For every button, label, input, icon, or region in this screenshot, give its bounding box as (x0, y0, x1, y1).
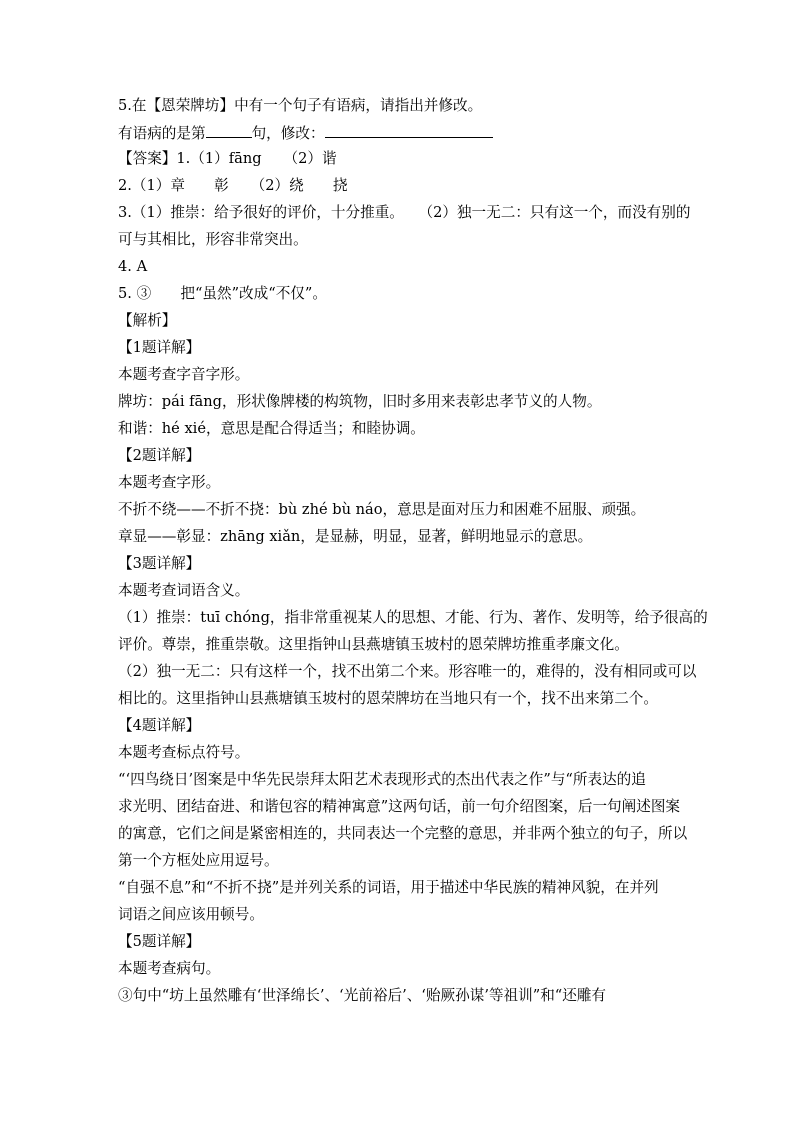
q4-intro: 本题考查标点符号。 (118, 744, 250, 761)
q2-header: 【2题详解】 (118, 447, 201, 464)
q1-header: 【1题详解】 (118, 339, 201, 356)
q5-intro: 本题考查病句。 (118, 960, 221, 977)
answer-fill-line (118, 122, 678, 144)
fill-prefix: 有语病的是第 (118, 125, 206, 142)
q4-para-1-cont-2: 的寓意，它们之间是紧密相连的，共同表达一个完整的意思，并非两个独立的句子，所以 (118, 825, 688, 842)
q3-item-2: （2）独一无二：只有这样一个，找不出第二个来。形容唯一的，难得的，没有相同或可以 (118, 663, 697, 680)
q3-item-1: （1）推崇：tuī chóng，指非常重视某人的思想、才能、行为、著作、发明等，给予很高的 (118, 609, 708, 626)
sentence-number-blank[interactable] (206, 122, 252, 138)
analysis-header: 【解析】 (118, 312, 177, 329)
q1-item-1: 牌坊：pái fāng，形状像牌楼的构筑物，旧时多用来表彰忠孝节义的人物。 (118, 393, 602, 410)
answer-3-cont: 可与其相比，形容非常突出。 (118, 231, 308, 248)
answer-4: 4. A (118, 258, 148, 275)
q3-header: 【3题详解】 (118, 555, 201, 572)
q4-header: 【4题详解】 (118, 717, 201, 734)
q4-para-2-cont: 词语之间应该用顿号。 (118, 906, 264, 923)
answer-5: 5. ③ 把“虽然”改成“不仅”。 (118, 285, 327, 302)
q4-para-1: “‘四鸟绕日’图案是中华先民崇拜太阳艺术表现形式的杰出代表之作”与“所表达的追 (118, 771, 646, 788)
q2-item-1: 不折不绕——不折不挠：bù zhé bù náo，意思是面对压力和困难不屈服、顽强。 (118, 501, 646, 518)
revision-blank[interactable] (325, 122, 493, 138)
q4-para-2: “自强不息”和“不折不挠”是并列关系的词语，用于描述中华民族的精神风貌，在并列 (118, 879, 659, 896)
q3-item-2-cont: 相比的。这里指钟山县燕塘镇玉坡村的恩荣牌坊在当地只有一个，找不出来第二个。 (118, 690, 658, 707)
q2-item-2: 章显——彰显：zhāng xiǎn，是显赫，明显，显著，鲜明地显示的意思。 (118, 528, 593, 545)
answer-header: 【答案】1.（1）fāng （2）谐 (118, 150, 337, 167)
q2-intro: 本题考查字形。 (118, 474, 221, 491)
q3-intro: 本题考查词语含义。 (118, 582, 250, 599)
q1-intro: 本题考查字音字形。 (118, 366, 250, 383)
question-5: 5.在【恩荣牌坊】中有一个句子有语病，请指出并修改。 (118, 97, 483, 114)
answer-3: 3.（1）推崇：给予很好的评价，十分推重。 （2）独一无二：只有这一个，而没有别的 (118, 204, 691, 221)
q4-para-1-cont-3: 第一个方框处应用逗号。 (118, 852, 279, 869)
answer-2: 2.（1）章 彰 （2）绕 挠 (118, 177, 348, 194)
q5-para-1: ③句中“坊上虽然雕有‘世泽绵长’、‘光前裕后’、‘贻厥孙谋’等祖训”和“还雕有 (118, 987, 607, 1004)
q5-header: 【5题详解】 (118, 933, 201, 950)
q3-item-1-cont: 评价。尊崇，推重崇敬。这里指钟山县燕塘镇玉坡村的恩荣牌坊推重孝廉文化。 (118, 636, 629, 653)
q4-para-1-cont-1: 求光明、团结奋进、和谐包容的精神寓意”这两句话，前一句介绍图案，后一句阐述图案 (118, 798, 681, 815)
fill-middle: 句，修改： (251, 125, 325, 142)
q1-item-2: 和谐：hé xié，意思是配合得适当；和睦协调。 (118, 420, 425, 437)
